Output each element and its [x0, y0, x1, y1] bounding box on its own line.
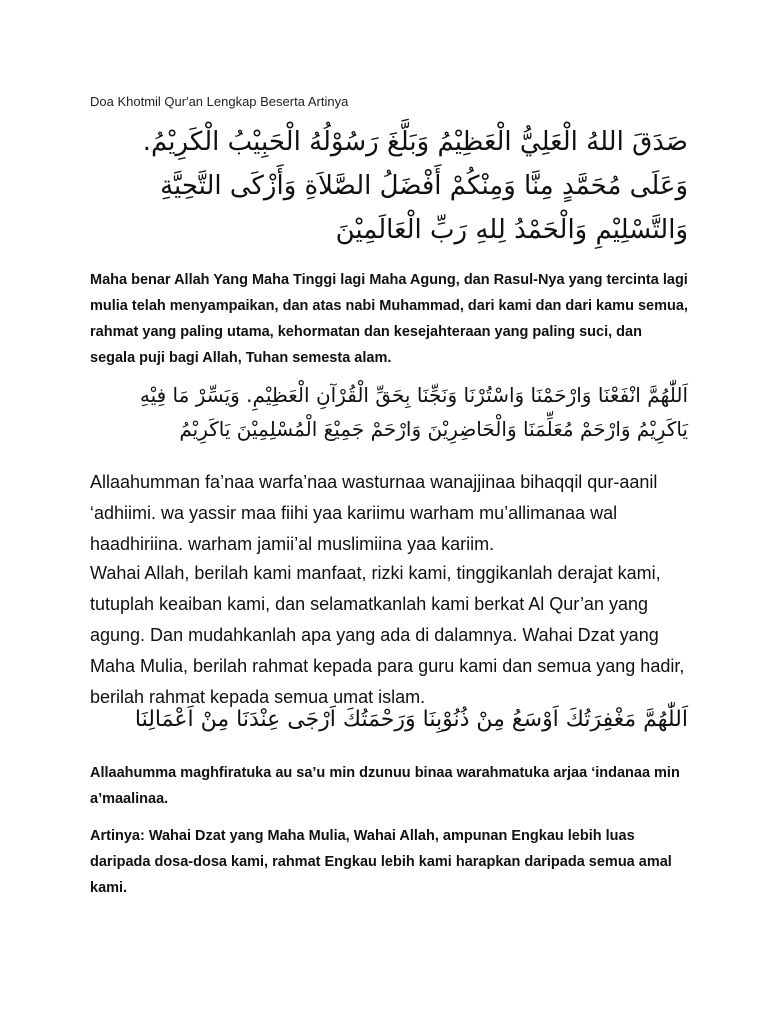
translation-paragraph-3: Artinya: Wahai Dzat yang Maha Mulia, Wahai Allah, ampunan Engkau lebih luas daripada dosa-dosa kami, rahmat Engkau lebih kami harapkan daripada semua amal kami. [90, 828, 672, 896]
arabic-verse-3: اَللّٰهُمَّ مَغْفِرَتُكَ اَوْسَعُ مِنْ ذُنُوْبِنَا وَرَحْمَتُكَ اَرْجَى عِنْدَنَا مِنْ اَعْمَالِنَا [134, 707, 688, 732]
arabic-verse-1: صَدَقَ اللهُ الْعَلِيُّ الْعَظِيْمُ وَبَلَّغَ رَسُوْلُهُ الْحَبِيْبُ الْكَرِيْمُ. وَعَلَى مُحَمَّدٍ مِنَّا وَمِنْكُمْ أَفْضَلُ الصَّلاَةِ وَأَزْكَى التَّحِيَّةِ وَالتَّسْلِيْمِ وَالْحَمْدُ لِلهِ رَبِّ الْعَالَمِيْنَ [142, 127, 688, 245]
document-title: Doa Khotmil Qur'an Lengkap Beserta Artinya [90, 94, 349, 109]
translation-paragraph-2: Wahai Allah, berilah kami manfaat, rizki kami, tinggikanlah derajat kami, tutuplah keaiban kami, dan selamatkanlah kami berkat Al Qur’an yang agung. Dan mudahkanlah apa yang ada di dalamnya. Wahai Dzat yang Maha Mulia, berilah rahmat kepada para guru kami dan semua yang hadir, berilah rahmat kepada semua umat islam. [90, 563, 685, 707]
latin-transliteration-2: Allaahumman fa’naa warfa’naa wasturnaa wanajjinaa bihaqqil qur-aanil ‘adhiimi. wa yassir maa fiihi yaa kariimu warham mu’allimanaa wal haadhiriina. warham jamii’al muslimiina yaa kariim. [90, 472, 658, 554]
latin-transliteration-3: Allaahumma maghfiratuka au sa’u min dzunuu binaa warahmatuka arjaa ‘indanaa min a’maalinaa. [90, 765, 680, 807]
arabic-verse-2: اَللّٰهُمَّ انْفَعْنَا وَارْحَمْنَا وَاسْتُرْنَا وَنَجِّنَا بِحَقِّ الْقُرْآنِ الْعَظِيْمِ. وَيَسِّرْ مَا فِيْهِ يَاكَرِيْمُ وَارْحَمْ مُعَلِّمَنَا وَالْحَاضِرِيْنَ وَارْحَمْ جَمِيْعَ الْمُسْلِمِيْنَ يَاكَرِيْمُ [139, 383, 688, 441]
translation-paragraph-1: Maha benar Allah Yang Maha Tinggi lagi Maha Agung, dan Rasul-Nya yang tercinta lagi mulia telah menyampaikan, dan atas nabi Muhammad, dari kami dan dari kamu semua, rahmat yang paling utama, kehormatan dan kesejahteraan yang paling suci, dan segala puji bagi Allah, Tuhan semesta alam. [90, 272, 688, 366]
